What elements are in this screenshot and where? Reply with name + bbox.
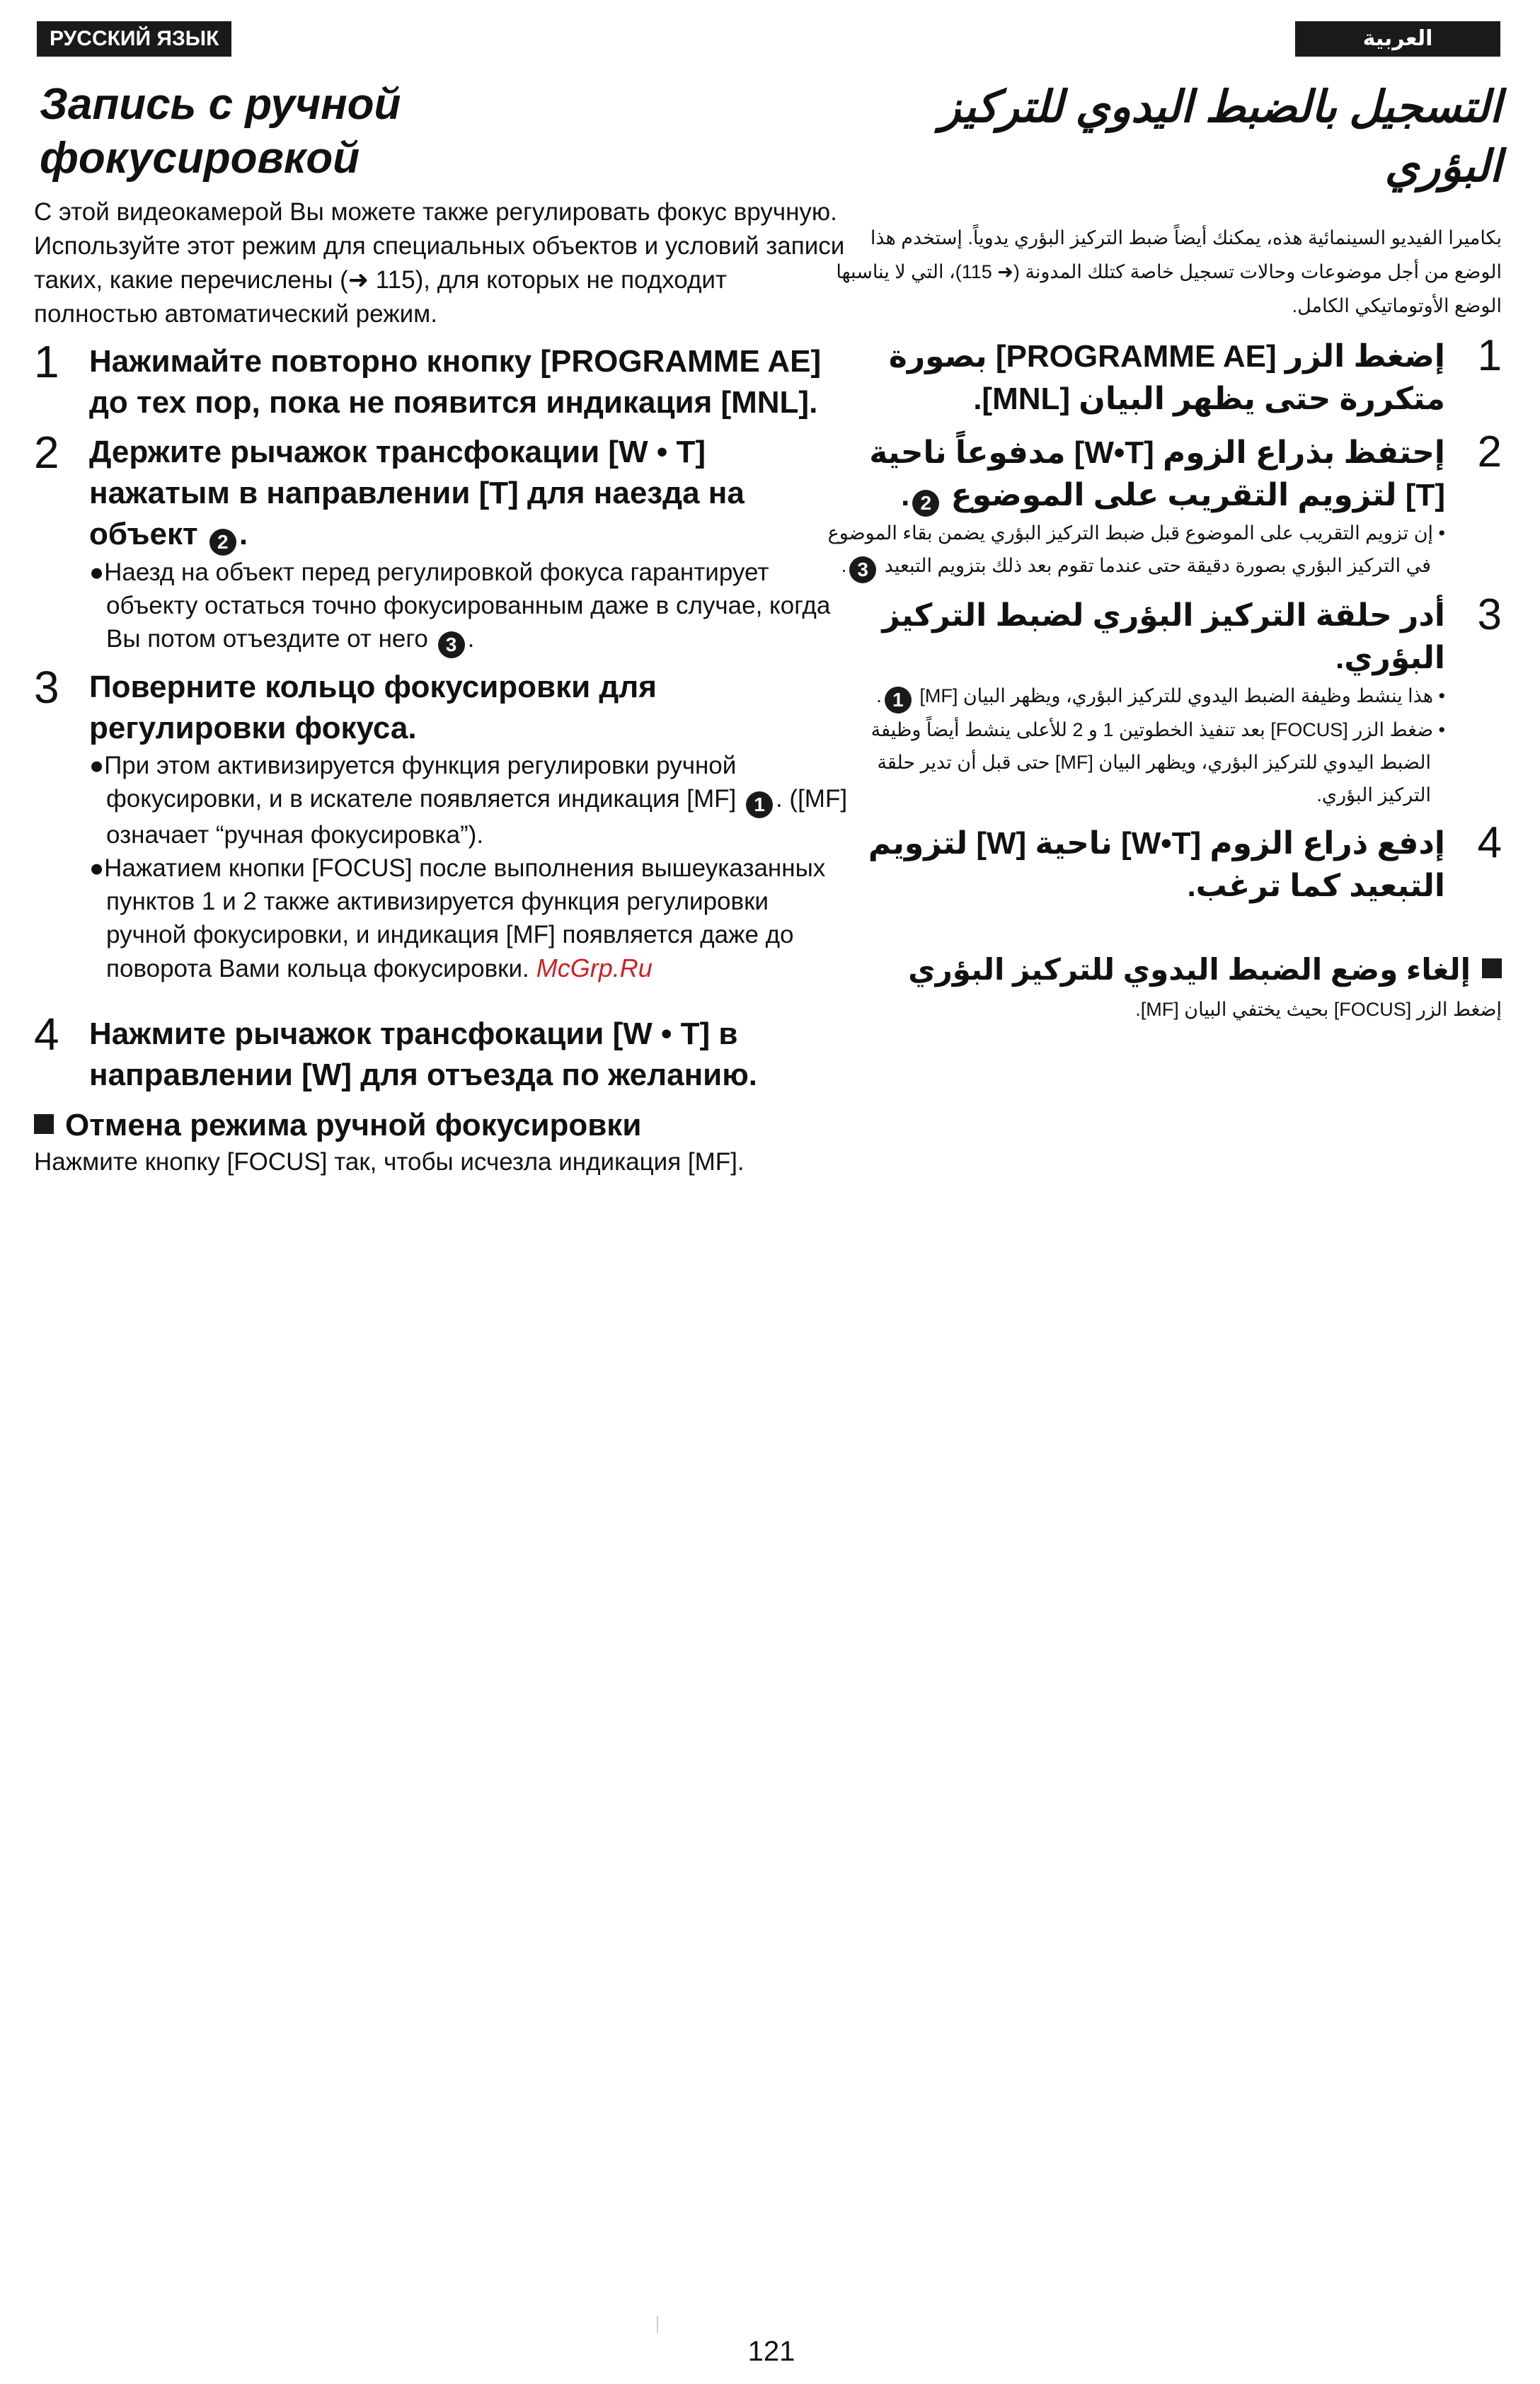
step-text: إضغط الزر [PROGRAMME AE] بصورة متكررة حتى يظهر البيان [MNL]. — [888, 339, 1445, 416]
step-2 — [34, 427, 848, 658]
step-text: Нажимайте повторно кнопку [PROGRAMME AE] до тех пор, пока не появится индикация [MNL]. — [89, 344, 822, 420]
step-number: 1 — [34, 336, 59, 387]
footer-divider — [657, 2316, 658, 2333]
intro-text: С этой видеокамерой Вы можете также регулировать фокус вручную. — [34, 198, 837, 226]
marker-3-icon: 3 — [849, 556, 876, 583]
note-text: ●Нажатием кнопки [FOCUS] после выполнения вышеуказанных пунктов 1 и 2 также активизируется функция регулировки ручной фокусировки, и индикация [MF] появляется даже до поворота Вами кольца фокусировки. — [89, 854, 826, 982]
step-number: 1 — [1477, 331, 1502, 380]
heading-text: Отмена режима ручной фокусировки — [65, 1108, 642, 1142]
marker-3-icon: 3 — [438, 631, 465, 658]
arabic-intro: بكاميرا الفيديو السينمائية هذه، يمكنك أيضاً ضبط التركيز البؤري يدوياً. إستخدم هذا الوضع من أجل موضوعات وحالات تسجيل خاصة كتلك المدونة (➜ 115)، التي لا يناسبها الوضع الأوتوماتيكي الكامل. — [836, 227, 1502, 316]
step-number: 2 — [34, 427, 59, 478]
arabic-step-3 — [821, 590, 1502, 811]
step-text: Нажмите рычажок трансфокации [W • T] в направлении [W] для отъезда по желанию. — [89, 1016, 758, 1092]
step-text — [821, 432, 1445, 517]
square-bullet-icon — [1482, 958, 1502, 978]
step-number: 4 — [1477, 818, 1502, 867]
step-3-note-2: • ضغط الزر [FOCUS] بعد تنفيذ الخطوتين 1 و 2 للأعلى ينشط أيضاً وظيفة الضبط اليدوي للتركيز البؤري، ويظهر البيان [MF] حتى قبل أن تدير حلقة التركيز البؤري. — [870, 719, 1445, 806]
intro-text: Используйте этот режим для специальных объектов и условий записи таких, какие перечислены (➜ 115), для которых не подходит полностью автоматический режим. — [34, 232, 845, 328]
cancel-section-text: Нажмите кнопку [FOCUS] так, чтобы исчезла индикация [MF]. — [34, 1148, 745, 1176]
title-line: Запись с ручной — [40, 80, 401, 129]
step-2-note — [821, 517, 1445, 583]
step-number: 3 — [1477, 590, 1502, 639]
marker-2-icon: 2 — [912, 490, 939, 517]
step-3 — [34, 662, 848, 985]
arabic-step-4 — [821, 818, 1502, 907]
step-1 — [34, 336, 848, 423]
step-3-note-1 — [89, 749, 848, 852]
note-text: ●Наезд на объект перед регулировкой фокуса гарантирует объекту остаться точно фокусированным даже в случае, когда Вы потом отъездите от него — [89, 558, 831, 653]
arabic-cancel-heading — [821, 950, 1502, 990]
step-text: إدفع ذراع الزوم [W•T] ناحية [W] لتزويم التبعيد كما ترغب. — [868, 826, 1445, 903]
arabic-title: التسجيل بالضبط اليدوي للتركيز البؤري — [939, 83, 1502, 191]
language-tab-russian: РУССКИЙ ЯЗЫК — [37, 21, 231, 57]
step-text-part: إحتفظ بذراع الزوم [W•T] مدفوعاً ناحية [T] لتزويم التقريب على الموضوع — [869, 435, 1445, 512]
note-text-end: . — [876, 685, 882, 706]
marker-2-icon: 2 — [209, 529, 236, 556]
step-text: أدر حلقة التركيز البؤري لضبط التركيز البؤري. — [882, 598, 1445, 675]
step-3-note-1 — [821, 680, 1445, 714]
note-text: • إن تزويم التقريب على الموضوع قبل ضبط التركيز البؤري يضمن بقاء الموضوع في التركيز البؤري بصورة دقيقة حتى عندما تقوم بعد ذلك بتزويم التبعيد — [827, 522, 1445, 576]
note-text-end: . ([MF] означает “ручная фокусировка”). — [106, 785, 848, 849]
note-text: ●При этом активизируется функция регулировки ручной фокусировки, и в искателе появляется индикация [MF] — [89, 752, 737, 813]
step-number: 4 — [34, 1009, 59, 1060]
step-text — [89, 432, 848, 556]
heading-text: إلغاء وضع الضبط اليدوي للتركيز البؤري — [908, 953, 1471, 986]
step-text-part: Держите рычажок трансфокации [W • T] нажатым в направлении [T] для наезда на объект — [89, 435, 745, 551]
page-title — [40, 78, 848, 185]
watermark: McGrp.Ru — [536, 953, 653, 982]
arabic-step-1 — [821, 331, 1502, 420]
step-2-note — [89, 556, 848, 658]
note-text-end: . — [841, 555, 847, 576]
step-4 — [34, 1009, 848, 1096]
step-text-end: . — [901, 478, 910, 512]
cancel-section-heading — [34, 1106, 848, 1145]
intro-paragraph — [34, 195, 848, 331]
step-number: 2 — [1477, 428, 1502, 476]
square-bullet-icon — [34, 1114, 54, 1134]
step-text-end: . — [239, 517, 248, 551]
note-text-end: . — [467, 625, 475, 653]
step-3-note-2 — [89, 852, 848, 985]
step-text: Поверните кольцо фокусировки для регулировки фокуса. — [89, 670, 657, 745]
marker-1-icon: 1 — [885, 687, 912, 714]
marker-1-icon: 1 — [746, 791, 773, 818]
step-number: 3 — [34, 662, 59, 713]
page-number: 121 — [747, 2336, 795, 2367]
title-line: фокусировкой — [40, 134, 360, 183]
arabic-column — [821, 78, 1502, 1029]
arabic-step-2 — [821, 428, 1502, 583]
note-text: • هذا ينشط وظيفة الضبط اليدوي للتركيز البؤري، ويظهر البيان [MF] — [919, 685, 1445, 706]
language-tab-arabic: العربية — [1295, 21, 1500, 57]
russian-column — [34, 78, 848, 1179]
arabic-cancel-text: إضغط الزر [FOCUS] بحيث يختفي البيان [MF]. — [1135, 999, 1502, 1020]
